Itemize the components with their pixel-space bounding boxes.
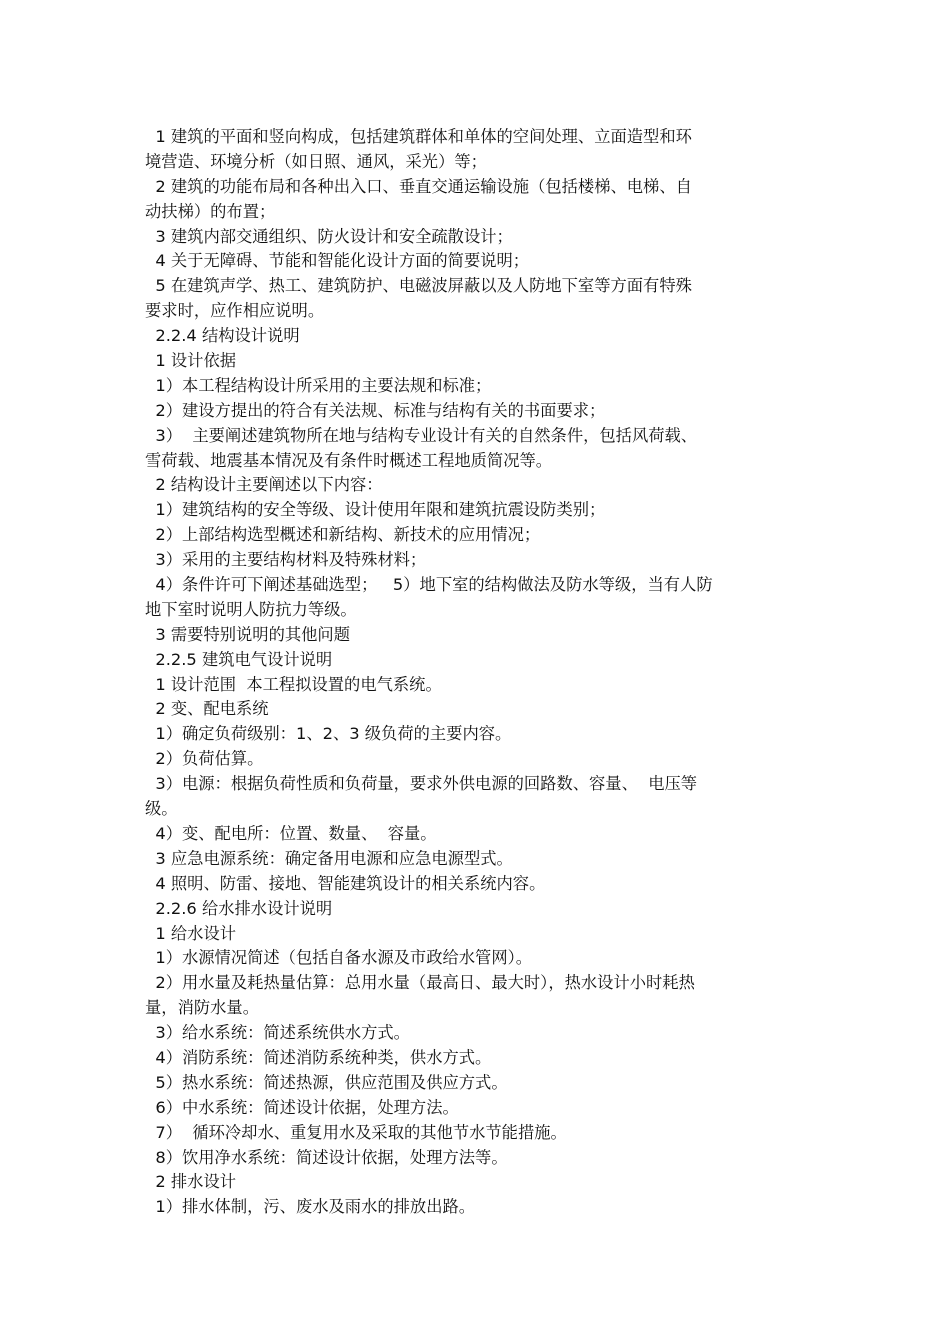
text-line: 3）电源：根据负荷性质和负荷量，要求外供电源的回路数、容量、 电压等 bbox=[145, 774, 698, 794]
text-line: 动扶梯）的布置； bbox=[145, 201, 276, 221]
text-line: 3）给水系统：简述系统供水方式。 bbox=[145, 1023, 410, 1043]
text-line: 4）消防系统：简述消防系统种类，供水方式。 bbox=[145, 1047, 492, 1067]
text-line: 2 建筑的功能布局和各种出入口、垂直交通运输设施（包括楼梯、电梯、自 bbox=[145, 176, 692, 196]
text-line: 5 在建筑声学、热工、建筑防护、电磁波屏蔽以及人防地下室等方面有特殊 bbox=[145, 276, 692, 296]
text-line: 4 关于无障碍、节能和智能化设计方面的简要说明； bbox=[145, 251, 530, 271]
text-line: 地下室时说明人防抗力等级。 bbox=[145, 599, 357, 619]
text-line: 量，消防水量。 bbox=[145, 998, 259, 1018]
text-line: 3 应急电源系统：确定备用电源和应急电源型式。 bbox=[145, 848, 513, 868]
text-line: 5）热水系统：简述热源，供应范围及供应方式。 bbox=[145, 1072, 508, 1092]
text-line: 1）排水体制，污、废水及雨水的排放出路。 bbox=[145, 1197, 476, 1217]
text-line: 2）负荷估算。 bbox=[145, 749, 264, 769]
text-line: 4）条件许可下阐述基础选型； 5）地下室的结构做法及防水等级，当有人防 bbox=[145, 575, 713, 595]
text-line: 2）用水量及耗热量估算：总用水量（最高日、最大时），热水设计小时耗热 bbox=[145, 973, 695, 993]
text-line: 境营造、环境分析（如日照、通风，采光）等； bbox=[145, 151, 487, 171]
text-line: 4 照明、防雷、接地、智能建筑设计的相关系统内容。 bbox=[145, 873, 546, 893]
text-line: 要求时，应作相应说明。 bbox=[145, 301, 325, 321]
document-body bbox=[145, 125, 810, 1220]
text-line: 6）中水系统：简述设计依据，处理方法。 bbox=[145, 1097, 459, 1117]
text-line: 2）建设方提出的符合有关法规、标准与结构有关的书面要求； bbox=[145, 400, 606, 420]
text-line: 级。 bbox=[145, 799, 178, 819]
text-line: 3） 主要阐述建筑物所在地与结构专业设计有关的自然条件，包括风荷载、 bbox=[145, 425, 698, 445]
text-line: 2 结构设计主要阐述以下内容： bbox=[145, 475, 383, 495]
text-line: 2）上部结构选型概述和新结构、新技术的应用情况； bbox=[145, 525, 541, 545]
text-line: 2.2.6 给水排水设计说明 bbox=[145, 898, 333, 918]
text-line: 2 变、配电系统 bbox=[145, 699, 269, 719]
text-line: 8）饮用净水系统：简述设计依据，处理方法等。 bbox=[145, 1147, 508, 1167]
text-line: 3 需要特别说明的其他问题 bbox=[145, 624, 350, 644]
text-line: 1 建筑的平面和竖向构成，包括建筑群体和单体的空间处理、立面造型和环 bbox=[145, 127, 692, 146]
text-line: 2.2.5 建筑电气设计说明 bbox=[145, 649, 333, 669]
text-line: 1）水源情况简述（包括自备水源及市政给水管网）。 bbox=[145, 948, 533, 968]
text-line: 3）采用的主要结构材料及特殊材料； bbox=[145, 550, 427, 570]
text-line: 1 设计范围 本工程拟设置的电气系统。 bbox=[145, 674, 442, 694]
text-line: 7） 循环冷却水、重复用水及采取的其他节水节能措施。 bbox=[145, 1122, 567, 1142]
text-line: 4）变、配电所：位置、数量、 容量。 bbox=[145, 823, 437, 843]
text-line: 雪荷载、地震基本情况及有条件时概述工程地质简况等。 bbox=[145, 450, 553, 470]
text-line: 2.2.4 结构设计说明 bbox=[145, 326, 300, 346]
text-line: 1）确定负荷级别：1、2、3 级负荷的主要内容。 bbox=[145, 724, 512, 744]
text-line: 2 排水设计 bbox=[145, 1172, 237, 1192]
text-line: 1 给水设计 bbox=[145, 923, 237, 943]
text-line: 3 建筑内部交通组织、防火设计和安全疏散设计； bbox=[145, 226, 513, 246]
text-line: 1 设计依据 bbox=[145, 351, 237, 371]
text-line: 1）本工程结构设计所采用的主要法规和标准； bbox=[145, 375, 492, 395]
text-line: 1）建筑结构的安全等级、设计使用年限和建筑抗震设防类别； bbox=[145, 500, 606, 520]
